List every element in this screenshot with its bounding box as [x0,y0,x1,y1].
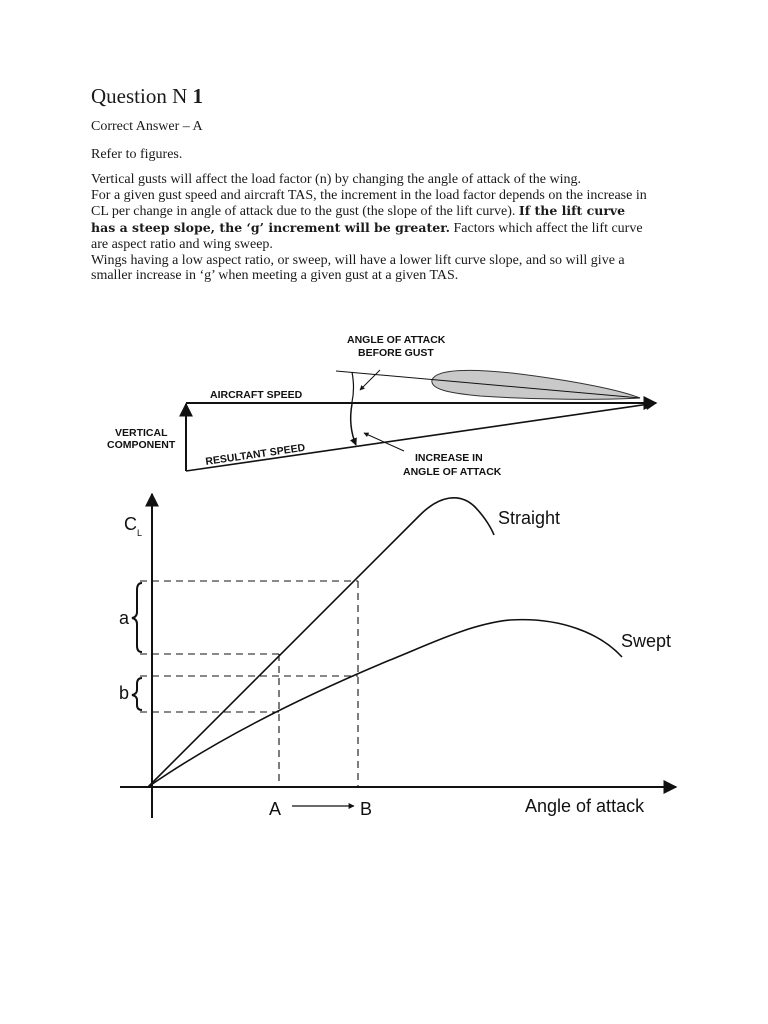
y-axis-label-main: C [124,514,137,534]
paragraph-2-end: Factors which affect the lift curve are aspect ratio and wing sweep. [91,221,643,252]
paragraph-2-bold: If the lift curve has a steep slope, the ‘g’ increment will be greater. [91,203,626,236]
label-angle-before-2: BEFORE GUST [358,347,434,359]
leader-increase [364,433,404,451]
straight-label: Straight [498,508,561,528]
tick-b-label: B [360,799,373,819]
straight-curve [148,498,494,787]
label-vertical-1: VERTICAL [115,427,168,439]
swept-label: Swept [621,631,672,651]
paragraph-2-start: For a given gust speed and aircraft TAS, the increment in the load factor depends on the increase in CL per change in angle of attack due to the gust (the slope of the lift curve). [91,187,647,220]
bracket-a [132,583,142,652]
question-number: 1 [192,84,203,108]
tick-a-label: A [269,799,282,819]
label-increase-1: INCREASE IN [415,452,483,464]
bracket-a-label: a [119,608,130,628]
y-axis-label-sub: L [137,528,143,538]
refer-to-figures: Refer to figures. [91,147,183,162]
lift-curve-chart [119,494,676,819]
label-angle-before-1: ANGLE OF ATTACK [347,334,446,346]
question-prefix: Question N [91,84,188,108]
angle-before-arc [352,372,354,402]
paragraph-3: Wings having a low aspect ratio, or sweep, will have a lower lift curve slope, and so will give a smaller increase in ‘g’ when meeting a given gust at a given TAS. [91,252,625,284]
paragraph-1: Vertical gusts will affect the load factor (n) by changing the angle of attack of the wing. [91,172,581,187]
bracket-b [132,678,142,710]
label-aircraft-speed: AIRCRAFT SPEED [210,389,303,401]
angle-increase-arc [351,404,356,445]
label-resultant-speed: RESULTANT SPEED [204,441,306,468]
y-axis-label [124,514,142,538]
correct-answer: Correct Answer – A [91,119,203,134]
label-increase-2: ANGLE OF ATTACK [403,466,502,478]
label-vertical-2: COMPONENT [107,439,176,451]
bracket-b-label: b [119,683,130,703]
swept-curve [148,620,622,787]
x-axis-label: Angle of attack [525,796,645,816]
